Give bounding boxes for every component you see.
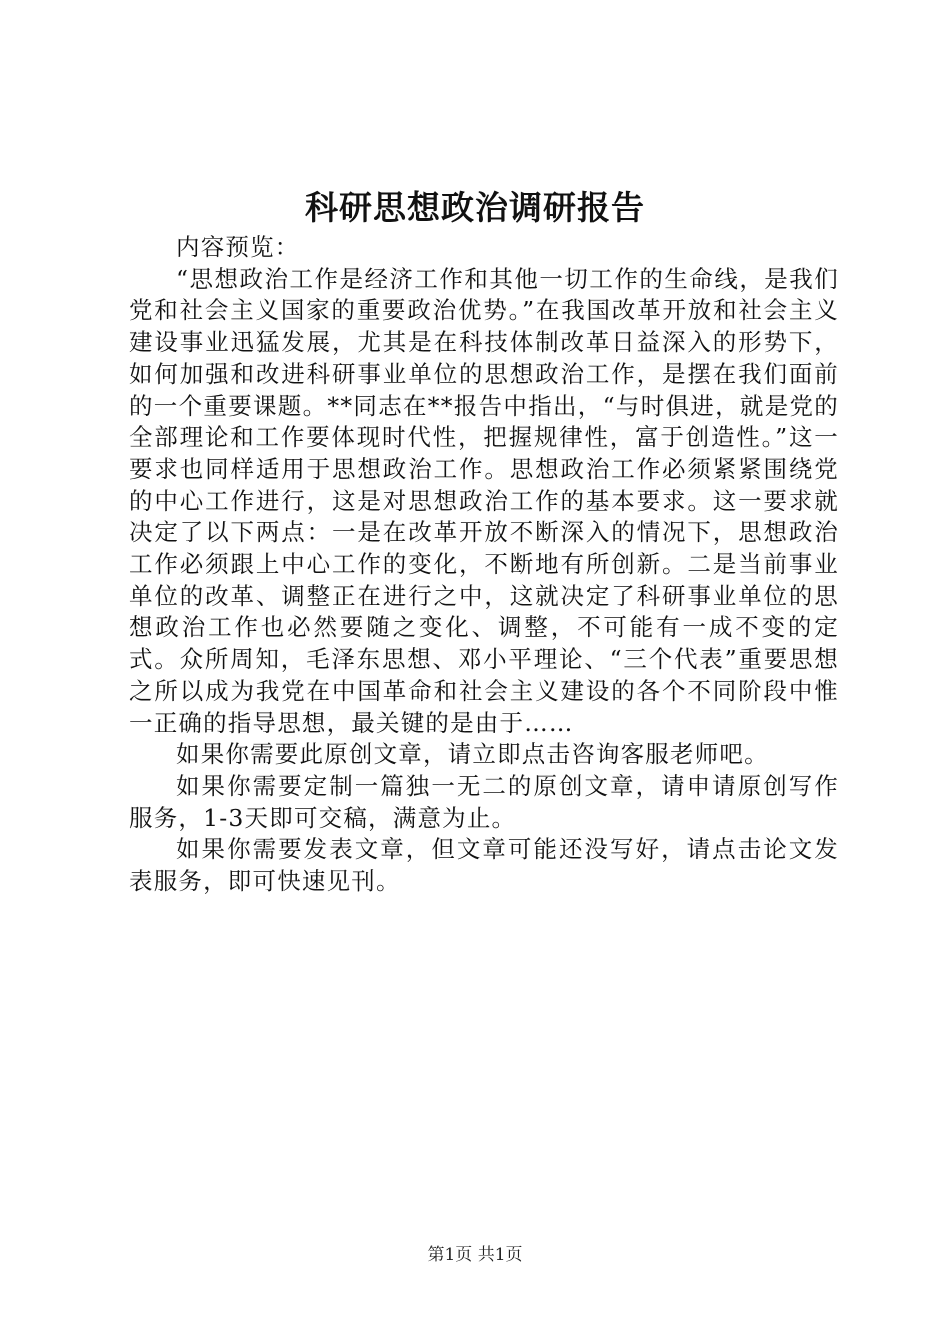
page-number: 第1页 共1页 — [427, 1245, 523, 1265]
preview-label: 内容预览： — [176, 233, 300, 261]
purchase-notice: 如果你需要此原创文章，请立即点击咨询客服老师吧。 — [176, 740, 769, 769]
preview-paragraph: “思想政治工作是经济工作和其他一切工作的生命线，是我们党和社会主义国家的重要政治优势。”在我国改革开放和社会主义建设事业迅猛发展，尤其是在科技体制改革日益深入的形势下，如何加强和改进科研事业单位的思想政治工作，是摆在我们面前的一个重要课题。**同志在**报告中指出，“与时俱进，就是党的全部理论和工作要体现时代性，把握规律性，富于创造性。”这一要求也同样适用于思想政治工作。思想政治工作必须紧紧围绕党的中心工作进行，这是对思想政治工作的基本要求。这一要求就决定了以下两点：一是在改革开放不断深入的情况下，思想政治工作必须跟上中心工作的变化，不断地有所创新。二是当前事业单位的改革、调整正在进行之中，这就决定了科研事业单位的思想政治工作也必然要随之变化、调整，不可能有一成不变的定式。众所周知，毛泽东思想、邓小平理论、“三个代表”重要思想之所以成为我党在中国革命和社会主义建设的各个不同阶段中惟一正确的指导思想，最关键的是由于…… — [129, 264, 839, 737]
document-body — [129, 232, 839, 898]
custom-writing-notice: 如果你需要定制一篇独一无二的原创文章，请申请原创写作服务，1-3天即可交稿，满意为止。 — [129, 771, 839, 832]
document-title: 科研思想政治调研报告 — [305, 188, 645, 227]
publishing-notice: 如果你需要发表文章，但文章可能还没写好，请点击论文发表服务，即可快速见刊。 — [129, 835, 839, 896]
